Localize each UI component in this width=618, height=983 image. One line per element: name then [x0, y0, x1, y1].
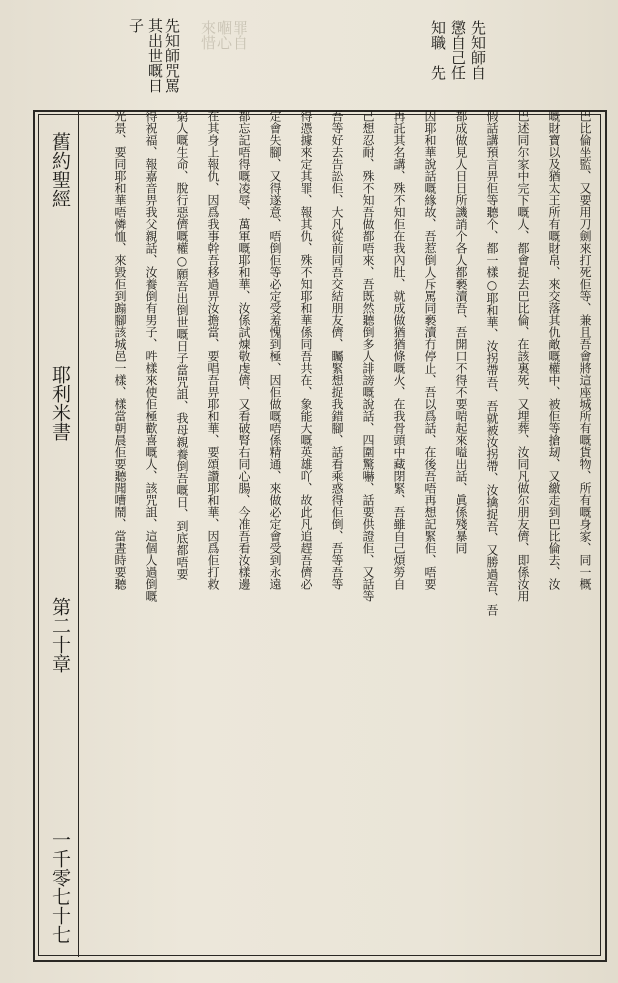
text-column-9: 吾等好去告訟佢、大凡從前同吾交結朋友儕、矚緊想捉我錯腳、話看乘惑得佢倒、吾等吾等: [330, 110, 344, 590]
text-column-1: 巴比倫坐監、又要用刀劍來打死佢等、兼且吾會將這座城所有嘅貨物、所有嘅身家、同一概: [578, 110, 592, 590]
text-column-7: 再託其名講、殊不知佢在我內肚、就成做猶猶條嘅火、在我骨頭中藏閉緊、吾雖自己煩勞自: [392, 110, 406, 590]
text-column-4: 假話講預言畀佢等聽个、都一樣○耶和華、汝拐帶吾、吾就被汝拐帶、汝擒捉吾、又勝過吾、吾: [485, 110, 499, 616]
top-note-left-1: 先知師咒罵: [163, 18, 181, 93]
text-column-8: 己想忍耐、殊不知吾做都唔來、吾既然聽倒多人誹謗嘅說話、四圍驚嚇、話要供證佢、又話等: [361, 110, 375, 602]
chapter-label: 第二十章: [49, 597, 71, 674]
ghost-text-3: 來惜: [199, 20, 217, 50]
text-column-6: 因耶和華說話嘅緣故、吾惹倒人斥罵同褻瀆冇停止、吾以爲話、在後吾唔再想記緊佢、唔要: [423, 110, 437, 590]
ghost-text-1: 罪自: [231, 20, 249, 50]
ghost-text-2: 嗰心: [215, 20, 233, 50]
margin-header: [44, 132, 76, 944]
text-column-15: 得祝福、報嘉音畀我父親話、汝養倒有男子、吽樣來使佢極歡喜嘅人、該咒詛、這個人過倒嘅: [144, 110, 158, 602]
top-note-right-1: 先知師自: [469, 20, 487, 80]
chapter-book: 耶利米書: [49, 364, 71, 441]
text-column-14: 窮人嘅生命、脫行惡儕嘅權○願吾出倒世嘅日子當咒詛、我母親養倒吾嘅日、到底都唔要: [175, 110, 189, 580]
top-note-left-3: 子: [127, 18, 145, 33]
text-column-5: 都成做見人日日所譏誚个各人都褻瀆吾、吾開口不得不要啱起來嗌出話、眞係殘暴同: [454, 110, 468, 554]
text-column-13: 在其身上報仇、因爲我事幹吾移過畀汝擔當、要唱吾畀耶和華、要頌讚耶和華、因爲佢打救: [206, 110, 220, 590]
page-number: 一千零七十七: [49, 829, 71, 944]
top-note-left-2: 其出世嘅日: [146, 18, 164, 93]
text-column-16: 光景、要同耶和華唔憐恤、來毀佢到𨃩腳該城邑一樣、樣當朝晨佢要聽聞嘈鬧、當晝時要聽: [113, 110, 127, 590]
top-note-right-3: 知職 先: [429, 20, 447, 80]
text-column-10: 得憑據來定其罪、報其仇、殊不知耶和華係同吾共在、象能大嘅英雄吖、故此凡追趕吾儕必: [299, 110, 313, 590]
text-column-3: 巴述同尔家中完下嘅人、都會捉去巴比倫、在該裏死、又埋葬、汝同凡做尔朋友儕、即係汝用: [516, 110, 530, 602]
text-column-12: 都忘記唔得嘅凌辱、萬軍嘅耶和華、汝係試煉敬虔儕、又看破腎右同心腸、今准吾看汝樣邊: [237, 110, 251, 590]
text-column-2: 嘅財寶以及猶太王所有嘅財帛、來交落其仇敵嘅權中、被佢等搶刼、又繳走到巴比倫去、汝: [547, 110, 561, 590]
margin-divider: [78, 112, 79, 957]
book-title: 舊約聖經: [49, 132, 71, 208]
text-column-11: 定會失腳、又得遂意、唔倒佢等必定受羞愧到極、因佢做嘅唔係精通、來做必定會受到永遠: [268, 110, 282, 590]
top-note-right-2: 懲自己任: [449, 20, 467, 80]
